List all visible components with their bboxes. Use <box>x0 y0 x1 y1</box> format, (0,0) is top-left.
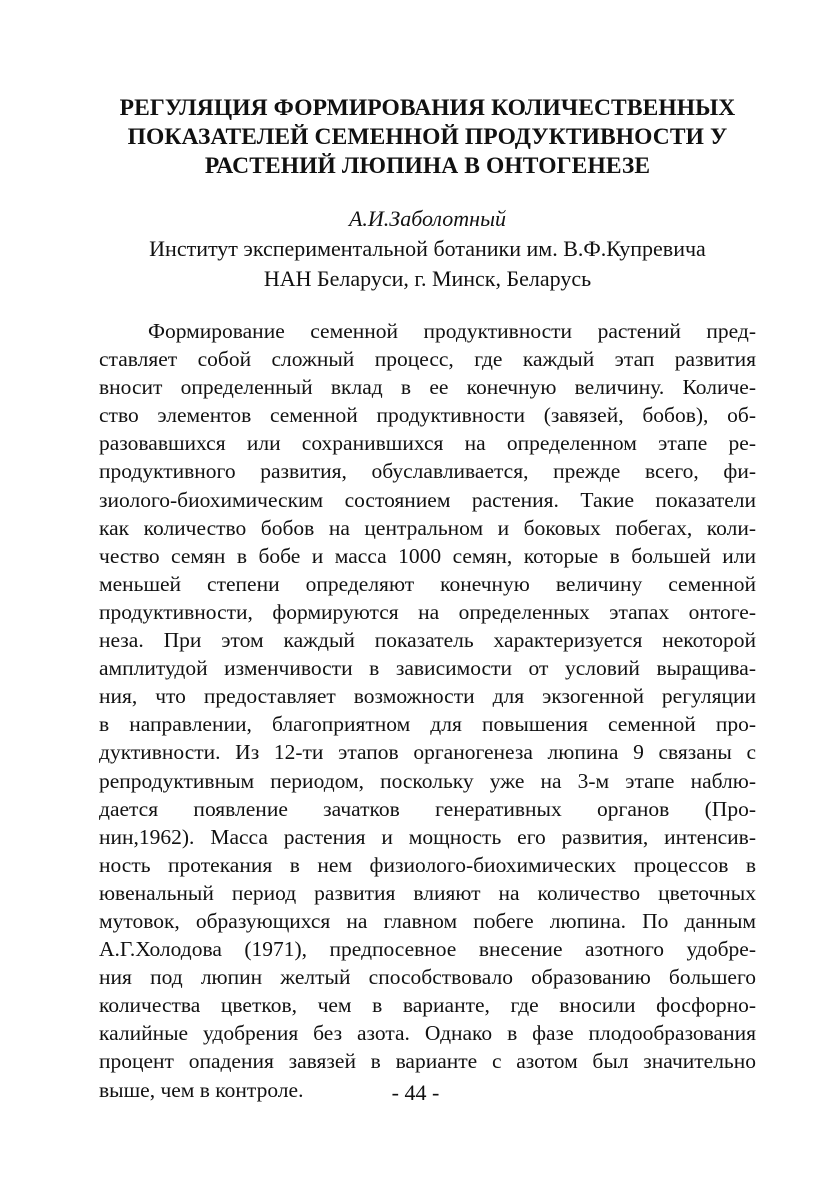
body-line: амплитудой изменчивости в зависимости от условий выращива- <box>99 656 756 681</box>
body-line: ювенальный период развития влияют на количество цветочных <box>99 880 756 905</box>
body-line: разовавшихся или сохранившихся на определенном этапе ре- <box>99 431 756 456</box>
author-name: А.И.Заболотный <box>348 206 506 231</box>
body-line: продуктивного развития, обуславливается, прежде всего, фи- <box>99 459 756 484</box>
title-line: РЕГУЛЯЦИЯ ФОРМИРОВАНИЯ КОЛИЧЕСТВЕННЫХ <box>119 95 736 121</box>
body-line: ния под люпин желтый способствовало образованию большего <box>99 965 756 990</box>
body-line: количества цветков, чем в варианте, где вносили фосфорно- <box>99 993 756 1018</box>
body-line: ность протекания в нем физиолого-биохимических процессов в <box>99 852 756 877</box>
body-line: в направлении, благоприятном для повышения семенной про- <box>99 712 756 737</box>
article-title <box>100 94 755 181</box>
body-line: ство элементов семенной продуктивности (завязей, бобов), об- <box>99 403 756 428</box>
affiliation-line: НАН Беларуси, г. Минск, Беларусь <box>263 266 592 291</box>
body-line: А.Г.Холодова (1971), предпосевное внесение азотного удобре- <box>99 937 756 962</box>
body-line: выше, чем в контроле. <box>99 1077 304 1102</box>
body-line: чество семян в бобе и масса 1000 семян, которые в большей или <box>99 543 756 568</box>
body-line: дуктивности. Из 12-ти этапов органогенеза люпина 9 связаны с <box>99 740 756 765</box>
title-line: РАСТЕНИЙ ЛЮПИНА В ОНТОГЕНЕЗЕ <box>204 153 651 179</box>
title-line: ПОКАЗАТЕЛЕЙ СЕМЕННОЙ ПРОДУКТИВНОСТИ У <box>127 124 728 150</box>
body-line: дается появление зачатков генеративных органов (Про- <box>99 796 756 821</box>
body-line: меньшей степени определяют конечную величину семенной <box>99 571 756 596</box>
body-line: калийные удобрения без азота. Однако в фазе плодообразования <box>99 1021 756 1046</box>
body-line: зиолого-биохимическим состоянием растения. Такие показатели <box>99 487 756 512</box>
body-line: вносит определенный вклад в ее конечную величину. Количе- <box>99 375 756 400</box>
body-line: процент опадения завязей в варианте с азотом был значительно <box>99 1049 756 1074</box>
page-number: - 44 - <box>391 1080 440 1105</box>
body-line: нин,1962). Масса растения и мощность его развития, интенсив- <box>99 824 756 849</box>
body-line: ния, что предоставляет возможности для экзогенной регуляции <box>99 684 756 709</box>
body-line: продуктивности, формируются на определенных этапах онтоге- <box>99 599 756 624</box>
body-line: Формирование семенной продуктивности растений пред- <box>148 319 756 343</box>
body-line: мутовок, образующихся на главном побеге люпина. По данным <box>99 908 756 933</box>
body-line: репродуктивным периодом, поскольку уже на 3-м этапе наблю- <box>99 768 756 793</box>
body-line: ставляет собой сложный процесс, где каждый этап развития <box>99 347 756 372</box>
body-line: неза. При этом каждый показатель характеризуется некоторой <box>99 628 756 653</box>
body-paragraph <box>99 317 756 1104</box>
affiliation-line: Институт экспериментальной ботаники им. В.Ф.Купревича <box>149 236 706 261</box>
body-line: как количество бобов на центральном и боковых побегах, коли- <box>99 515 756 540</box>
author-affiliation <box>100 234 755 294</box>
